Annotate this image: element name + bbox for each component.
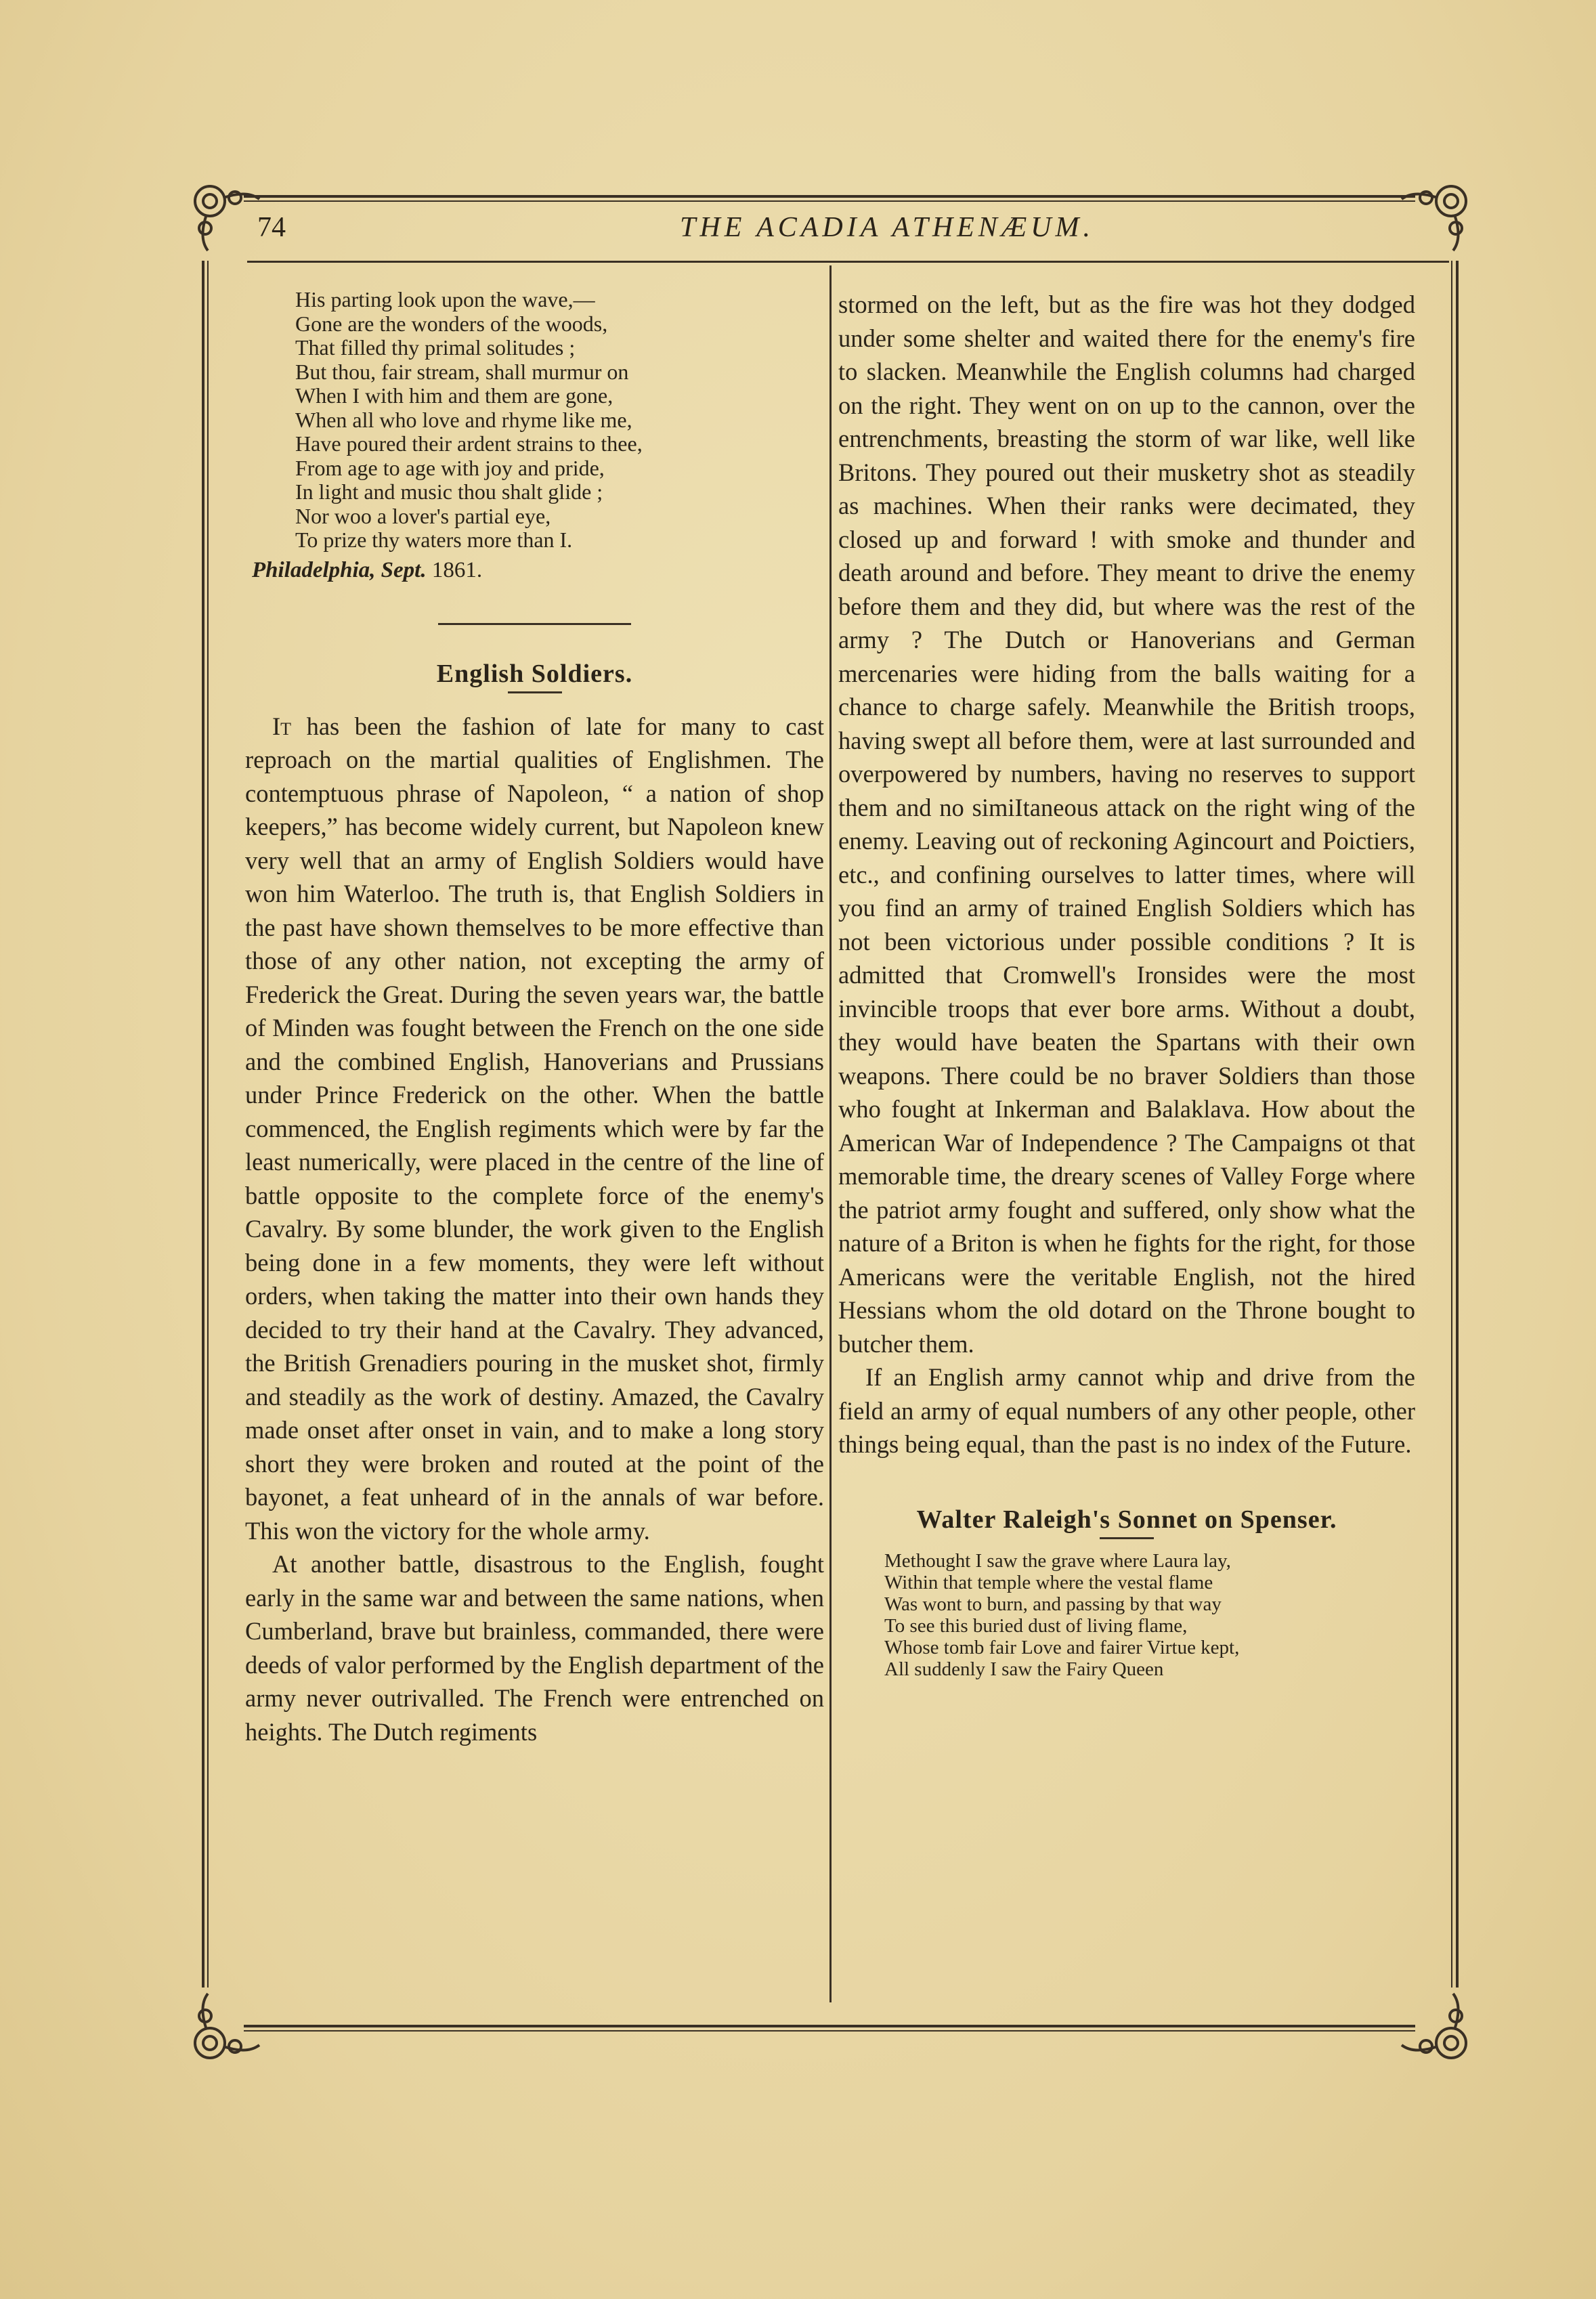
poem-line: To prize thy waters more than I. <box>295 528 573 552</box>
sonnet-line: Methought I saw the grave where Laura lay, <box>884 1549 1231 1572</box>
poem-line: When I with him and them are gone, <box>295 383 613 408</box>
frame-bottom-rule-inner <box>244 2030 1415 2032</box>
right-column <box>838 288 1415 1680</box>
poem-line: Nor woo a lover's partial eye, <box>295 503 551 528</box>
article-paragraph: At another battle, disastrous to the English, fought early in the same war and between the same nations, when Cumberland, brave but brainless, commanded, there were deeds of valor performed by the English department of the army never outrivalled. The French were entrenched on heights. The Dutch regiments <box>245 1550 824 1746</box>
sonnet-title-underline <box>1100 1537 1154 1539</box>
sonnet-title: Walter Raleigh's Sonnet on Spenser. <box>916 1505 1337 1534</box>
dropcap-word: It <box>272 712 292 740</box>
sonnet-line: All suddenly I saw the Fairy Queen <box>884 1658 1164 1680</box>
section-separator <box>438 623 631 625</box>
poem-excerpt <box>245 288 824 584</box>
frame-right-rule-inner <box>1451 261 1452 1988</box>
frame-right-rule <box>1456 261 1459 1988</box>
poem-line: Gone are the wonders of the woods, <box>295 311 608 336</box>
poem-line: In light and music thou shalt glide ; <box>295 479 603 504</box>
poem-line: Have poured their ardent strains to thee, <box>295 431 643 456</box>
poem-line: From age to age with joy and pride, <box>295 455 605 480</box>
corner-ornament-top-left-icon <box>186 177 261 252</box>
sonnet-line: To see this buried dust of living flame, <box>884 1614 1188 1637</box>
poem-line: When all who love and rhyme like me, <box>295 407 632 432</box>
article-paragraph-text: has been the fashion of late for many to cast reproach on the martial qualities of Englishmen. The contemptuous phrase of Napoleon, “ a nation of shop keepers,” has become widely current, but Napoleon knew very well that an army of English Soldiers would have won him Waterloo. The truth is, that English Soldiers in the past have shown themselves to be more effective than those of any other nation, not excepting the army of Frederick the Great. During the seven years war, the battle of Minden was fought between the French on the one side and the combined English, Hanoverians and Prussians under Prince Frederick on the other. When the battle commenced, the English regiments which were by far the least numerically, were placed in the centre of the line of battle opposite to the complete force of the enemy's Cavalry. By some blunder, the work given to the English being done in a few moments, they were left without orders, when taking the matter into their own hands they decided to try their hand at the Cavalry. They advanced, the British Grenadiers pouring in the musket shot, firmly and steadily as the work of destiny. Amazed, the Cavalry made onset after onset in vain, and to make a long story short they were broken and routed at the point of the bayonet, a feat unheard of in the annals of war before. This won the victory for the whole army. <box>245 712 824 1545</box>
frame-bottom-rule <box>244 2025 1415 2027</box>
poem-line: But thou, fair stream, shall murmur on <box>295 359 629 384</box>
frame-left-rule-inner <box>207 261 209 1988</box>
left-column <box>245 288 824 1748</box>
title-underline <box>508 691 562 693</box>
page-number: 74 <box>257 212 286 243</box>
article-paragraph: If an English army cannot whip and drive from the field an army of equal numbers of any other people, other things being equal, than the past is no index of the Future. <box>838 1363 1415 1458</box>
article-paragraph <box>245 710 824 1548</box>
poem-line: That filled thy primal solitudes ; <box>295 335 576 360</box>
article-paragraph: stormed on the left, but as the fire was hot they dodged under some shelter and waited there for the enemy's fire to slacken. Meanwhile the English columns had charged on the right. They went on on up to the cannon, over the entrenchments, breasting the storm of war like, well like Britons. They poured out their musketry shot as steadily as machines. When their ranks were decimated, they closed up and forward ! with smoke and thunder and death around and before. They meant to drive the enemy before them and they did, but where was the rest of the army ? The Dutch or Hanoverians and German mercenaries were hiding from the balls waiting for a chance to charge safely. Meanwhile the British troops, having swept all before them, were at last surrounded and overpowered by numbers, having no reserves to support them and no simiItaneous attack on the right wing of the enemy. Leaving out of reckoning Agincourt and Poictiers, etc., and confining ourselves to latter times, where will you find an army of trained English Soldiers which has not been victorious under possible conditions ? It is admitted that Cromwell's Ironsides were the most invincible troops that ever bore arms. Without a doubt, they would have beaten the Spartans with their own weapons. There could be no braver Soldiers than those who fought at Inkerman and Balaklava. How about the American War of Independence ? The Campaigns ot that memorable time, the dreary scenes of Valley Forge where the patriot army fought and suffered, only show what the nature of a Briton is when he fights for the right, for those Americans were the veritable English, not the hired Hessians whom the old dotard on the Throne bought to butcher them. <box>838 291 1415 1358</box>
article-title: English Soldiers. <box>436 659 633 688</box>
column-divider <box>829 265 832 2002</box>
poem-attribution <box>252 557 824 584</box>
sonnet-line: Was wont to burn, and passing by that way <box>884 1593 1222 1615</box>
frame-top-rule-inner <box>244 200 1415 202</box>
poem-year: 1861. <box>431 557 483 582</box>
corner-ornament-bottom-right-icon <box>1400 1992 1475 2067</box>
frame-left-rule <box>202 261 204 1988</box>
poem-line: His parting look upon the wave,— <box>295 287 595 311</box>
journal-title: THE ACADIA ATHENÆUM. <box>680 212 1094 243</box>
sonnet-line: Whose tomb fair Love and fairer Virtue kept, <box>884 1636 1240 1658</box>
corner-ornament-bottom-left-icon <box>186 1992 261 2067</box>
page-header <box>257 211 1463 252</box>
sonnet-line: Within that temple where the vestal flame <box>884 1571 1213 1593</box>
frame-top-rule <box>244 195 1415 198</box>
header-rule <box>247 261 1449 263</box>
poem-place-date: Philadelphia, Sept. <box>252 557 427 582</box>
